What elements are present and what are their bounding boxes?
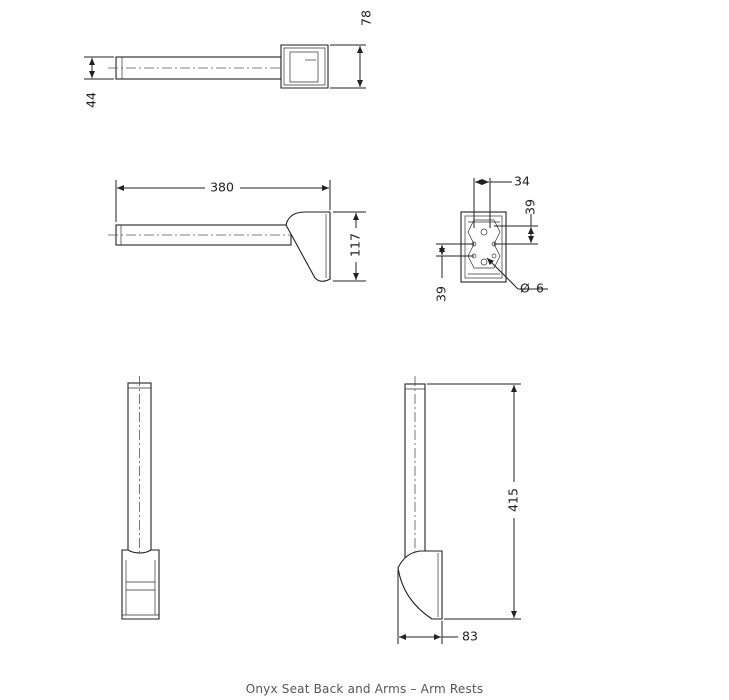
dim-top-height: 78 bbox=[358, 10, 374, 26]
dim-height: 117 bbox=[347, 233, 363, 257]
dim-vertical-length: 415 bbox=[505, 488, 521, 512]
front-vertical-view bbox=[122, 376, 159, 619]
dim-plate-width: 34 bbox=[514, 173, 530, 189]
side-view bbox=[108, 180, 366, 282]
mounting-plate-view bbox=[434, 174, 549, 302]
top-view bbox=[84, 10, 374, 108]
dim-length: 380 bbox=[210, 179, 234, 195]
drawing-caption: Onyx Seat Back and Arms – Arm Rests bbox=[245, 682, 484, 696]
dim-top-tube: 44 bbox=[83, 92, 99, 108]
dim-plate-hole-spacing-lower: 39 bbox=[433, 286, 449, 302]
dim-hole-diameter: 6 bbox=[536, 280, 544, 296]
dim-plate-hole-spacing-upper: 39 bbox=[522, 199, 538, 215]
dim-depth: 83 bbox=[462, 628, 478, 644]
side-vertical-view bbox=[398, 376, 521, 644]
dim-hole-diameter-symbol: Ø bbox=[520, 280, 530, 296]
